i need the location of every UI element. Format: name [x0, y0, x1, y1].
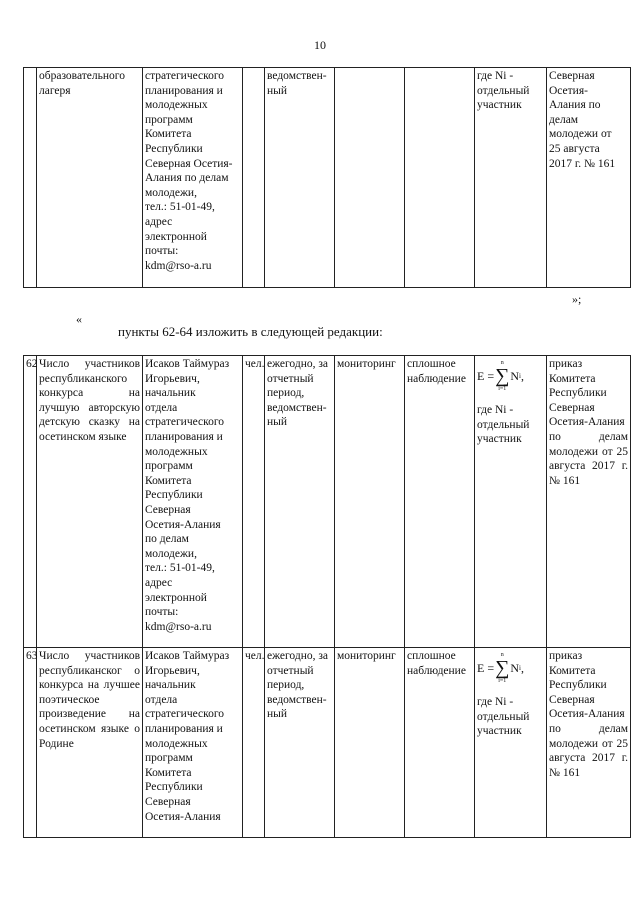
page-number: 10 — [314, 38, 326, 52]
text-line: планирования и — [145, 722, 223, 735]
text-line: молодежных — [145, 99, 208, 112]
text-line: Игорьевич, — [145, 372, 200, 385]
cell-method — [335, 68, 405, 288]
text-line: Северная — [145, 503, 191, 516]
text-line: отдела — [145, 693, 178, 706]
sum-icon: n ∑ i=1 — [495, 360, 510, 392]
cell-unit — [243, 68, 265, 288]
indicator-row — [24, 648, 631, 838]
text-line: молодежных — [145, 737, 208, 750]
text-line: Республики — [145, 489, 203, 502]
text-line: отдела — [145, 401, 178, 414]
text-line: делам — [549, 113, 579, 126]
formula-e: E = — [477, 368, 495, 383]
text-line: kdm@rso-a.ru — [145, 259, 212, 272]
text-line: стратегического — [145, 708, 225, 721]
formula-cell — [475, 648, 547, 838]
text-line: Северная Осетия- — [145, 157, 233, 170]
text-line: Северная — [145, 795, 191, 808]
sum-icon: n ∑ i=1 — [495, 652, 510, 684]
text-line: начальник — [145, 387, 196, 400]
indicator-row — [24, 356, 631, 648]
text-line: программ — [145, 113, 193, 126]
text-line: планирования и — [145, 430, 223, 443]
method: мониторинг — [335, 356, 405, 648]
cell-document — [547, 68, 631, 288]
text-line: молодежи, — [145, 186, 197, 199]
text-line: адрес — [145, 215, 173, 228]
text-line: программ — [145, 460, 193, 473]
text-line: Исаков Таймураз — [145, 650, 230, 662]
text-line: стратегического — [145, 416, 225, 429]
text-line: почты: — [145, 606, 179, 619]
text-line: молодежи, — [145, 547, 197, 560]
text-line: программ — [145, 752, 193, 765]
row-number: 62 — [24, 356, 37, 648]
formula-n: N — [510, 660, 520, 675]
text-line: молодежных — [145, 445, 208, 458]
text-line: Осетия-Алания — [145, 810, 221, 823]
observation: сплошное наблюдение — [405, 356, 475, 648]
closing-quote: »; — [572, 292, 582, 306]
text-line: электронной — [145, 230, 207, 243]
continuation-row — [24, 68, 631, 288]
continuation-table — [23, 67, 631, 288]
text-line: Исаков Таймураз — [145, 358, 230, 370]
unit: чел. — [243, 648, 265, 838]
formula-sub: i — [519, 371, 521, 380]
formula-sub: i — [519, 663, 521, 672]
text-line: Игорьевич, — [145, 664, 200, 677]
text-line: 2017 г. № 161 — [549, 157, 616, 170]
text-line: Осетия-Алания — [145, 518, 221, 531]
cell-observation — [405, 68, 475, 288]
text-line: стратегического — [145, 70, 225, 82]
text-line: Комитета — [145, 474, 192, 487]
indicators-table — [23, 355, 631, 838]
text-line: по делам — [145, 533, 189, 546]
text-line: Республики — [145, 781, 203, 794]
text-line: адрес — [145, 576, 173, 589]
text-line: Алания по — [549, 99, 601, 112]
cell-formula — [475, 68, 547, 288]
text-line: Комитета — [145, 128, 192, 141]
text-line: Алания по делам — [145, 172, 229, 185]
method: мониторинг — [335, 648, 405, 838]
text-line: молодежи от — [549, 128, 612, 141]
period: ежегодно, за отчетный период, ведомствен-ный — [265, 356, 335, 648]
text-line: Осетия- — [549, 84, 588, 97]
text-line: начальник — [145, 679, 196, 692]
text-line: 25 августа — [549, 142, 600, 155]
text-line: Республики — [145, 142, 203, 155]
formula-note: где Ni - отдельный участник — [477, 404, 530, 446]
responsible-person — [143, 648, 243, 838]
responsible-person — [143, 356, 243, 648]
cell-num — [24, 68, 37, 288]
cell-name: образовательного лагеря — [37, 68, 143, 288]
row-number: 63 — [24, 648, 37, 838]
document: приказ Комитета Республики Северная Осетия-Алания по делам молодежи от 25 августа 2017 г. № 161 — [547, 648, 631, 838]
text-line: kdm@rso-a.ru — [145, 620, 212, 633]
text-line: тел.: 51-01-49, — [145, 201, 215, 214]
opening-quote: « — [76, 312, 82, 326]
indicator-name: Число участников республиканског о конкурса на лучшее поэтическое произведение на осетинском языке о Родине — [37, 648, 143, 838]
formula-note: где Ni - отдельный участник — [477, 696, 530, 738]
observation: сплошное наблюдение — [405, 648, 475, 838]
formula-cell — [475, 356, 547, 648]
formula: E = n ∑ i=1 N i , — [477, 360, 524, 392]
text-line: Северная — [549, 70, 595, 82]
text-line: электронной — [145, 591, 207, 604]
text-line: тел.: 51-01-49, — [145, 562, 215, 575]
text-line: планирования и — [145, 84, 223, 97]
period: ежегодно, за отчетный период, ведомствен-ный — [265, 648, 335, 838]
formula-note: где Ni - отдельный участник — [477, 70, 530, 112]
instruction-text: пункты 62-64 изложить в следующей редакции: — [118, 324, 383, 339]
indicator-name: Число участников республиканского конкурса на лучшую авторскую детскую сказку на осетинском языке — [37, 356, 143, 648]
text-line: почты: — [145, 245, 179, 258]
document: приказ Комитета Республики Северная Осетия-Алания по делам молодежи от 25 августа 2017 г. № 161 — [547, 356, 631, 648]
cell-period: ведомствен- ный — [265, 68, 335, 288]
text-line: Комитета — [145, 766, 192, 779]
formula-e: E = — [477, 660, 495, 675]
cell-responsible — [143, 68, 243, 288]
formula: E = n ∑ i=1 N i , — [477, 652, 524, 684]
formula-n: N — [510, 368, 520, 383]
unit: чел. — [243, 356, 265, 648]
